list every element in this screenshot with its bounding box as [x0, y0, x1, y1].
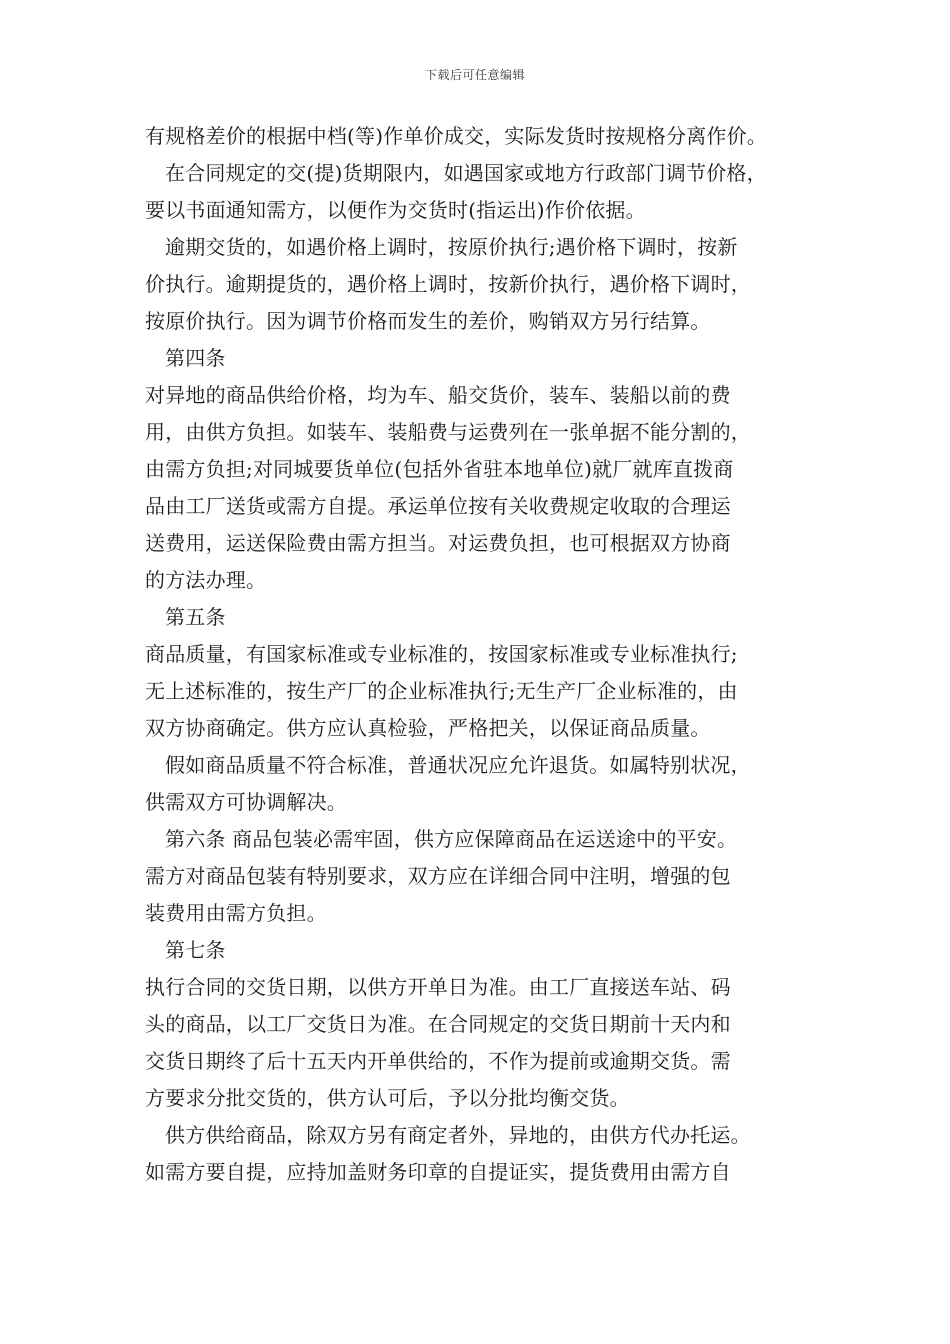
- text-line: 有规格差价的根据中档(等)作单价成交，实际发货时按规格分离作价。: [145, 124, 768, 148]
- text-line: 头的商品，以工厂交货日为准。在合同规定的交货日期前十天内和: [145, 1012, 731, 1036]
- header-note: 下载后可任意编辑: [424, 68, 525, 82]
- text-line: 供方供给商品，除双方另有商定者外，异地的，由供方代办托运。: [165, 1123, 751, 1147]
- text-line: 在合同规定的交(提)货期限内，如遇国家或地方行政部门调节价格，: [165, 161, 767, 185]
- text-line: 对异地的商品供给价格，均为车、船交货价，装车、装船以前的费: [145, 383, 731, 407]
- text-line: 执行合同的交货日期，以供方开单日为准。由工厂直接送车站、码: [145, 975, 731, 999]
- text-line: 要以书面通知需方，以便作为交货时(指运出)作价依据。: [145, 198, 646, 222]
- text-line: 逾期交货的，如遇价格上调时，按原价执行;遇价格下调时，按新: [165, 235, 738, 259]
- text-line: 价执行。逾期提货的，遇价格上调时，按新价执行，遇价格下调时，: [145, 272, 751, 296]
- text-line: 按原价执行。因为调节价格而发生的差价，购销双方另行结算。: [145, 309, 711, 333]
- text-line: 需方对商品包装有特别要求，双方应在详细合同中注明，增强的包: [145, 864, 731, 888]
- article-heading: 第六条 商品包装必需牢固，供方应保障商品在运送途中的平安。: [165, 827, 738, 851]
- text-line: 由需方负担;对同城要货单位(包括外省驻本地单位)就厂就库直拨商: [145, 457, 734, 481]
- text-line: 装费用由需方负担。: [145, 901, 327, 925]
- text-line: 送费用，运送保险费由需方担当。对运费负担，也可根据双方协商: [145, 531, 731, 555]
- article-heading: 第七条: [165, 938, 226, 962]
- article-heading: 第四条: [165, 346, 226, 370]
- text-line: 双方协商确定。供方应认真检验，严格把关，以保证商品质量。: [145, 716, 711, 740]
- text-line: 假如商品质量不符合标准，普通状况应允许退货。如属特别状况，: [165, 753, 751, 777]
- article-heading: 第五条: [165, 605, 226, 629]
- text-line: 用，由供方负担。如装车、装船费与运费列在一张单据不能分割的，: [145, 420, 751, 444]
- document-body: [145, 118, 825, 1191]
- text-line: 商品质量，有国家标准或专业标准的，按国家标准或专业标准执行;: [145, 642, 738, 666]
- text-line: 品由工厂送货或需方自提。承运单位按有关收费规定收取的合理运: [145, 494, 731, 518]
- text-line: 的方法办理。: [145, 568, 267, 592]
- text-line: 如需方要自提，应持加盖财务印章的自提证实，提货费用由需方自: [145, 1160, 731, 1184]
- text-line: 供需双方可协调解决。: [145, 790, 347, 814]
- text-line: 无上述标准的，按生产厂的企业标准执行;无生产厂企业标准的，由: [145, 679, 738, 703]
- text-line: 交货日期终了后十五天内开单供给的，不作为提前或逾期交货。需: [145, 1049, 731, 1073]
- text-line: 方要求分批交货的，供方认可后，予以分批均衡交货。: [145, 1086, 630, 1110]
